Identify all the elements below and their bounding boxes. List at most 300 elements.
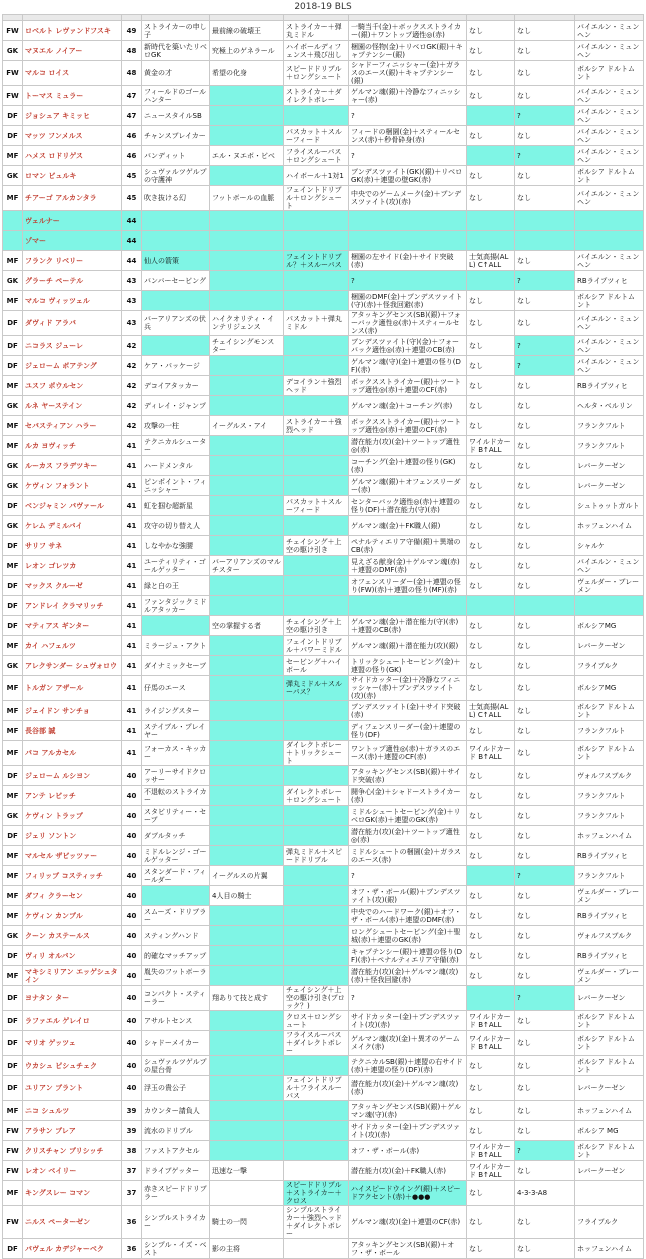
title-cell [210, 806, 284, 826]
player-name-cell: ジェリ ソントン [23, 826, 122, 846]
table-row[interactable] [3, 456, 644, 476]
rating-cell: 46 [122, 146, 142, 166]
table-row[interactable] [3, 946, 644, 966]
position-cell: DF [3, 126, 23, 146]
title-cell [210, 1141, 284, 1161]
bonus-cell: ワイルドカード B↑ALL [467, 741, 515, 766]
table-row[interactable] [3, 1181, 644, 1206]
nickname-cell: シュヴァルツゲルプの守護神 [142, 166, 210, 186]
title-cell: 騎士の一閃 [210, 1206, 284, 1239]
formation-cell: なし [515, 396, 575, 416]
table-row[interactable] [3, 926, 644, 946]
skill-cell: セービング＋ハイボール [284, 656, 349, 676]
nickname-cell: シンプルストライカー [142, 1206, 210, 1239]
ability-cell: ゲルマン魂(守)(金)＋連盟の怪り(DF)(赤) [349, 356, 467, 376]
nickname-cell: ファンタジックミドルアタッカー [142, 596, 210, 616]
player-name-cell: ジェローム ボアテング [23, 356, 122, 376]
player-name-cell: ルーカス フラデツキー [23, 456, 122, 476]
nickname-cell: コンパクト・スティーラー [142, 986, 210, 1011]
formation-cell: なし [515, 786, 575, 806]
title-cell [210, 126, 284, 146]
table-row[interactable] [3, 786, 644, 806]
table-row[interactable] [3, 336, 644, 356]
bonus-cell: なし [467, 966, 515, 986]
club-cell: フライブルク [575, 1206, 644, 1239]
position-cell: DF [3, 766, 23, 786]
skill-cell [284, 336, 349, 356]
skill-cell [284, 436, 349, 456]
table-row[interactable] [3, 701, 644, 721]
table-row[interactable] [3, 986, 644, 1011]
club-cell: ボルシア ドルトムント [575, 1056, 644, 1076]
ability-cell: ペナルティエリア守備(銀)＋異端のCB(赤) [349, 536, 467, 556]
nickname-cell: スタビリティー・セーブ [142, 806, 210, 826]
nickname-cell: シンプル・イズ・ベスト [142, 1239, 210, 1259]
nickname-cell: 赤きスピードドリブラー [142, 1181, 210, 1206]
rating-cell: 42 [122, 336, 142, 356]
formation-cell: なし [515, 61, 575, 86]
club-cell: ボルシア ドルトムント [575, 1141, 644, 1161]
club-cell: バイエルン・ミュンヘン [575, 356, 644, 376]
table-row[interactable] [3, 166, 644, 186]
table-row[interactable] [3, 596, 644, 616]
club-cell: RBライプツィヒ [575, 846, 644, 866]
club-cell [575, 231, 644, 251]
position-cell: GK [3, 271, 23, 291]
table-row[interactable] [3, 291, 644, 311]
table-row[interactable] [3, 396, 644, 416]
rating-cell: 41 [122, 496, 142, 516]
bonus-cell [467, 211, 515, 231]
nickname-cell: カウンター請負人 [142, 1101, 210, 1121]
skill-cell: パスカット＋スルーフィード [284, 496, 349, 516]
title-cell: イーグルスの片翼 [210, 866, 284, 886]
ability-cell: シャドーフィニッシャー(金)＋ガラスのエース(銀)＋キャプテンシー(銀) [349, 61, 467, 86]
table-row[interactable] [3, 826, 644, 846]
bonus-cell: なし [467, 906, 515, 926]
rating-cell: 39 [122, 1101, 142, 1121]
formation-cell: なし [515, 516, 575, 536]
title-cell [210, 536, 284, 556]
bonus-cell: なし [467, 496, 515, 516]
club-cell: シャルケ [575, 536, 644, 556]
player-name-cell: フィリップ コスティッチ [23, 866, 122, 886]
table-row[interactable] [3, 556, 644, 576]
bonus-cell: なし [467, 456, 515, 476]
title-cell [210, 766, 284, 786]
position-cell: MF [3, 966, 23, 986]
nickname-cell: ダブルタッチ [142, 826, 210, 846]
skill-cell: クロス＋ロングシュート [284, 1011, 349, 1031]
title-cell [210, 721, 284, 741]
table-row[interactable] [3, 21, 644, 41]
title-cell [210, 476, 284, 496]
club-cell: バイエルン・ミュンヘン [575, 146, 644, 166]
nickname-cell: 攻守の切り替え人 [142, 516, 210, 536]
rating-cell: 43 [122, 271, 142, 291]
player-name-cell: マルコ ヴィッツェル [23, 291, 122, 311]
formation-cell: なし [515, 86, 575, 106]
formation-cell: なし [515, 1101, 575, 1121]
title-cell [210, 1121, 284, 1141]
club-cell: バイエルン・ミュンヘン [575, 41, 644, 61]
ability-cell: 潜在能力(攻)(金)＋ゲルマン魂(攻)(赤) [349, 1076, 467, 1101]
bonus-cell: なし [467, 291, 515, 311]
club-cell: ボルシア ドルトムント [575, 61, 644, 86]
table-row[interactable] [3, 741, 644, 766]
position-cell: MF [3, 251, 23, 271]
formation-cell: ? [515, 356, 575, 376]
nickname-cell: 新時代を築いたリベロGK [142, 41, 210, 61]
formation-cell: ? [515, 146, 575, 166]
table-row[interactable] [3, 1206, 644, 1239]
formation-cell: なし [515, 456, 575, 476]
bonus-cell [467, 146, 515, 166]
title-cell [210, 676, 284, 701]
ability-cell: オフェンスリーダー(金)＋連盟の怪り(FW)(赤)＋連盟の怪り(MF)(赤) [349, 576, 467, 596]
rating-cell: 41 [122, 436, 142, 456]
nickname-cell: 吹き抜ける幻 [142, 186, 210, 211]
title-cell: フットボールの血脈 [210, 186, 284, 211]
ability-cell: ブンデスツァイト(守)(金)＋フォーバック適性◎(赤)＋連盟のCB(赤) [349, 336, 467, 356]
table-row[interactable] [3, 1161, 644, 1181]
player-name-cell: ハメス ロドリゲス [23, 146, 122, 166]
page-title: 2018-19 BLS [294, 2, 352, 12]
position-cell: DF [3, 986, 23, 1011]
rating-cell: 47 [122, 86, 142, 106]
table-row[interactable] [3, 516, 644, 536]
club-cell: ボルシア ドルトムント [575, 741, 644, 766]
table-row[interactable] [3, 41, 644, 61]
table-row[interactable] [3, 1121, 644, 1141]
position-cell: MF [3, 416, 23, 436]
table-row[interactable] [3, 416, 644, 436]
table-row[interactable] [3, 886, 644, 906]
bonus-cell: なし [467, 766, 515, 786]
skill-cell [284, 596, 349, 616]
skill-cell [284, 1141, 349, 1161]
title-cell [210, 906, 284, 926]
table-row[interactable] [3, 311, 644, 336]
position-cell: FW [3, 1161, 23, 1181]
rating-cell: 40 [122, 926, 142, 946]
position-cell: DF [3, 826, 23, 846]
table-row[interactable] [3, 906, 644, 926]
nickname-cell: ダイナミックセーブ [142, 656, 210, 676]
nickname-cell: ライジングスター [142, 701, 210, 721]
title-cell [210, 576, 284, 596]
nickname-cell: ミドルレンジ・ゴールゲッター [142, 846, 210, 866]
ability-cell: サイドカッター(金)＋ブンデスツァイト(攻)(赤) [349, 1011, 467, 1031]
ability-cell: ? [349, 146, 467, 166]
table-row[interactable] [3, 61, 644, 86]
player-name-cell: ケヴィン フォラント [23, 476, 122, 496]
table-row[interactable] [3, 766, 644, 786]
rating-cell: 41 [122, 456, 142, 476]
title-cell: ハイクオリティ・インテリジェンス [210, 311, 284, 336]
table-row[interactable] [3, 806, 644, 826]
club-cell: フランクフルト [575, 436, 644, 456]
ability-cell [349, 596, 467, 616]
position-cell: FW [3, 86, 23, 106]
ability-cell: ゲルマン魂(金)＋コーチング(赤) [349, 396, 467, 416]
table-row[interactable] [3, 476, 644, 496]
table-row[interactable] [3, 1056, 644, 1076]
ability-cell: 梱園の左サイド(金)＋サイド突破(赤) [349, 251, 467, 271]
nickname-cell: ミラージュ・アクト [142, 636, 210, 656]
bonus-cell: 士気高揚(ALL) C↑ALL [467, 251, 515, 271]
table-row[interactable] [3, 211, 644, 231]
position-cell: GK [3, 166, 23, 186]
ability-cell: アタッキングセンス(SB)(銀)＋フォーバック適性◎(赤)＋スティールセンス(赤) [349, 311, 467, 336]
title-cell: 翔ありて技と成す [210, 986, 284, 1011]
table-row[interactable] [3, 271, 644, 291]
nickname-cell [142, 616, 210, 636]
position-cell: DF [3, 336, 23, 356]
table-row[interactable] [3, 721, 644, 741]
ability-cell: トリックシュートセービング(金)＋連盟の怪り(GK) [349, 656, 467, 676]
bonus-cell: なし [467, 886, 515, 906]
position-cell [3, 211, 23, 231]
rating-cell: 41 [122, 656, 142, 676]
ability-cell: コーチング(金)＋連盟の怪り(GK)(赤) [349, 456, 467, 476]
title-cell [210, 211, 284, 231]
nickname-cell [142, 231, 210, 251]
nickname-cell: スティングハンド [142, 926, 210, 946]
player-name-cell: マヌエル ノイアー [23, 41, 122, 61]
position-cell: DF [3, 1011, 23, 1031]
skill-cell: ハイボールディフェンス＋飛び出し [284, 41, 349, 61]
position-cell: DF [3, 616, 23, 636]
table-row[interactable] [3, 86, 644, 106]
table-row[interactable] [3, 231, 644, 251]
formation-cell [515, 211, 575, 231]
position-cell: MF [3, 786, 23, 806]
table-row[interactable] [3, 846, 644, 866]
nickname-cell: ケア・パッケージ [142, 356, 210, 376]
rating-cell: 36 [122, 1206, 142, 1239]
skill-cell [284, 556, 349, 576]
table-row[interactable] [3, 616, 644, 636]
table-row[interactable] [3, 496, 644, 516]
formation-cell: なし [515, 1056, 575, 1076]
nickname-cell [142, 291, 210, 311]
table-row[interactable] [3, 866, 644, 886]
table-row[interactable] [3, 106, 644, 126]
club-cell: バイエルン・ミュンヘン [575, 336, 644, 356]
skill-cell [284, 1121, 349, 1141]
nickname-cell: シュヴァルツゲルプの屋台骨 [142, 1056, 210, 1076]
nickname-cell: アーリーサイドクロッサー [142, 766, 210, 786]
table-row[interactable] [3, 636, 644, 656]
rating-cell: 40 [122, 1076, 142, 1101]
ability-cell: ゲルマン魂(銀)＋潜在能力(攻)(銀) [349, 636, 467, 656]
skill-cell: ダイレクトボレー＋ロングシュート [284, 786, 349, 806]
nickname-cell: バーアリアンズの伏兵 [142, 311, 210, 336]
bonus-cell: なし [467, 721, 515, 741]
skill-cell [284, 356, 349, 376]
formation-cell: なし [515, 926, 575, 946]
bonus-cell: ワイルドカード B↑ALL [467, 1161, 515, 1181]
position-cell: DF [3, 1076, 23, 1101]
club-cell: ヴェルダー・ブレーメン [575, 886, 644, 906]
bonus-cell: なし [467, 311, 515, 336]
title-cell [210, 701, 284, 721]
table-row[interactable] [3, 676, 644, 701]
position-cell: DF [3, 946, 23, 966]
player-name-cell: サリフ サネ [23, 536, 122, 556]
club-cell: ボルシア ドルトムント [575, 291, 644, 311]
bonus-cell: なし [467, 86, 515, 106]
player-name-cell: セバスティアン ハラー [23, 416, 122, 436]
player-name-cell: ヨナタン ター [23, 986, 122, 1011]
bonus-cell [467, 106, 515, 126]
nickname-cell: ニュースタイルSB [142, 106, 210, 126]
rating-cell: 40 [122, 1011, 142, 1031]
title-cell [210, 1101, 284, 1121]
player-name-cell: ルネ ヤーステイン [23, 396, 122, 416]
title-cell [210, 516, 284, 536]
position-cell: FW [3, 1206, 23, 1239]
rating-cell: 41 [122, 536, 142, 556]
bonus-cell: なし [467, 1239, 515, 1259]
ability-cell: アタッキングセンス(SB)(銀)＋サイド突破(赤) [349, 766, 467, 786]
club-cell: バイエルン・ミュンヘン [575, 86, 644, 106]
club-cell: ボルシア ドルトムント [575, 1031, 644, 1056]
title-cell [210, 396, 284, 416]
rating-cell: 40 [122, 826, 142, 846]
club-cell: RBライプツィヒ [575, 271, 644, 291]
bonus-cell: なし [467, 676, 515, 701]
ability-cell: ? [349, 986, 467, 1011]
player-name-cell: パコ アルカセル [23, 741, 122, 766]
table-row[interactable] [3, 1011, 644, 1031]
bonus-cell [467, 866, 515, 886]
formation-cell: なし [515, 186, 575, 211]
table-row[interactable] [3, 536, 644, 556]
club-cell [575, 596, 644, 616]
club-cell: バイエルン・ミュンヘン [575, 106, 644, 126]
position-cell: GK [3, 476, 23, 496]
table-row[interactable] [3, 1101, 644, 1121]
formation-cell: なし [515, 616, 575, 636]
skill-cell: 弾丸ミドル＋スピードドリブル [284, 846, 349, 866]
formation-cell: なし [515, 906, 575, 926]
ability-cell: ハイスピードウイング(銀)＋スピードアクセント(赤)＋●●● [349, 1181, 467, 1206]
club-cell: レバークーゼン [575, 986, 644, 1011]
ability-cell: サイドカッター(金)＋冷静なフィニッシャー(赤)＋ブンデスツァイト(攻)(赤) [349, 676, 467, 701]
table-row[interactable] [3, 1141, 644, 1161]
ability-cell: キャプテンシー(銀)＋連盟の怪り(DF)(赤)＋ペナルティエリア守備(赤) [349, 946, 467, 966]
bonus-cell: なし [467, 556, 515, 576]
table-row[interactable] [3, 126, 644, 146]
club-cell: バイエルン・ミュンヘン [575, 186, 644, 211]
ability-cell [349, 231, 467, 251]
skill-cell: フライスルーパス＋ダイレクトボレー [284, 1031, 349, 1056]
position-cell: MF [3, 741, 23, 766]
skill-cell: シンプルストライカー＋強烈ヘッド＋ダイレクトボレー [284, 1206, 349, 1239]
formation-cell: なし [515, 1121, 575, 1141]
rating-cell: 44 [122, 211, 142, 231]
bonus-cell: なし [467, 516, 515, 536]
rating-cell: 44 [122, 251, 142, 271]
skill-cell: パスカット＋スルーフィード [284, 126, 349, 146]
table-row[interactable] [3, 356, 644, 376]
formation-cell: なし [515, 376, 575, 396]
skill-cell: ストライカー＋強烈ヘッド [284, 416, 349, 436]
skill-cell [284, 231, 349, 251]
table-row[interactable] [3, 656, 644, 676]
bonus-cell: なし [467, 336, 515, 356]
ability-cell: 一騎当千(金)＋ボックスストライカー(銀)＋ワントップ適性◎(赤) [349, 21, 467, 41]
table-row[interactable] [3, 186, 644, 211]
title-cell: エル・ヌエボ・ビベ [210, 146, 284, 166]
club-cell: フランクフルト [575, 806, 644, 826]
ability-cell: 闘争心(金)＋シャドーストライカー(赤) [349, 786, 467, 806]
rating-cell: 43 [122, 291, 142, 311]
table-row[interactable] [3, 1076, 644, 1101]
skill-cell [284, 906, 349, 926]
ability-cell: 潜在能力(攻)(金)＋ツートップ適性◎(赤) [349, 826, 467, 846]
nickname-cell: デコイアタッカー [142, 376, 210, 396]
title-cell [210, 926, 284, 946]
position-cell: MF [3, 846, 23, 866]
position-cell: MF [3, 556, 23, 576]
table-row[interactable] [3, 146, 644, 166]
bonus-cell: なし [467, 376, 515, 396]
table-row[interactable] [3, 576, 644, 596]
table-row[interactable] [3, 966, 644, 986]
skill-cell: フェイントドリブル＋パワーミドル [284, 636, 349, 656]
title-cell: 影の主将 [210, 1239, 284, 1259]
club-cell: フランクフルト [575, 786, 644, 806]
position-cell: FW [3, 21, 23, 41]
rating-cell: 43 [122, 311, 142, 336]
title-cell [210, 496, 284, 516]
skill-cell: フェイントドリブル＋フライスルーパス [284, 1076, 349, 1101]
player-name-cell: クリスチャン プリシッチ [23, 1141, 122, 1161]
ability-cell: ディフェンスリーダー(金)＋連盟の怪り(DF) [349, 721, 467, 741]
title-cell: 迅速な一撃 [210, 1161, 284, 1181]
title-cell: 空の掌握する者 [210, 616, 284, 636]
position-cell: MF [3, 1181, 23, 1206]
table-row[interactable] [3, 251, 644, 271]
table-row[interactable] [3, 436, 644, 456]
title-cell [210, 291, 284, 311]
nickname-cell: 仔馬のエース [142, 676, 210, 701]
nickname-cell: シャドーメイカー [142, 1031, 210, 1056]
ability-cell: 中央でのゲームメーク(金)＋ブンデスツァイト(攻)(赤) [349, 186, 467, 211]
ability-cell: オフ・ザ・ボール(銀)＋ブンデスツァイト(攻)(銀) [349, 886, 467, 906]
position-cell: GK [3, 656, 23, 676]
skill-cell: デコイラン＋強烈ヘッド [284, 376, 349, 396]
club-cell: バイエルン・ミュンヘン [575, 556, 644, 576]
rating-cell: 41 [122, 576, 142, 596]
table-row[interactable] [3, 1031, 644, 1056]
rating-cell: 37 [122, 1181, 142, 1206]
table-row[interactable] [3, 1239, 644, 1259]
position-cell: FW [3, 1141, 23, 1161]
formation-cell: なし [515, 1206, 575, 1239]
player-name-cell: ニルス ペーターゼン [23, 1206, 122, 1239]
formation-cell: なし [515, 741, 575, 766]
skill-cell [284, 926, 349, 946]
table-row[interactable] [3, 376, 644, 396]
rating-cell: 42 [122, 356, 142, 376]
rating-cell: 36 [122, 1239, 142, 1259]
title-cell [210, 741, 284, 766]
club-cell: ホッフェンハイム [575, 516, 644, 536]
